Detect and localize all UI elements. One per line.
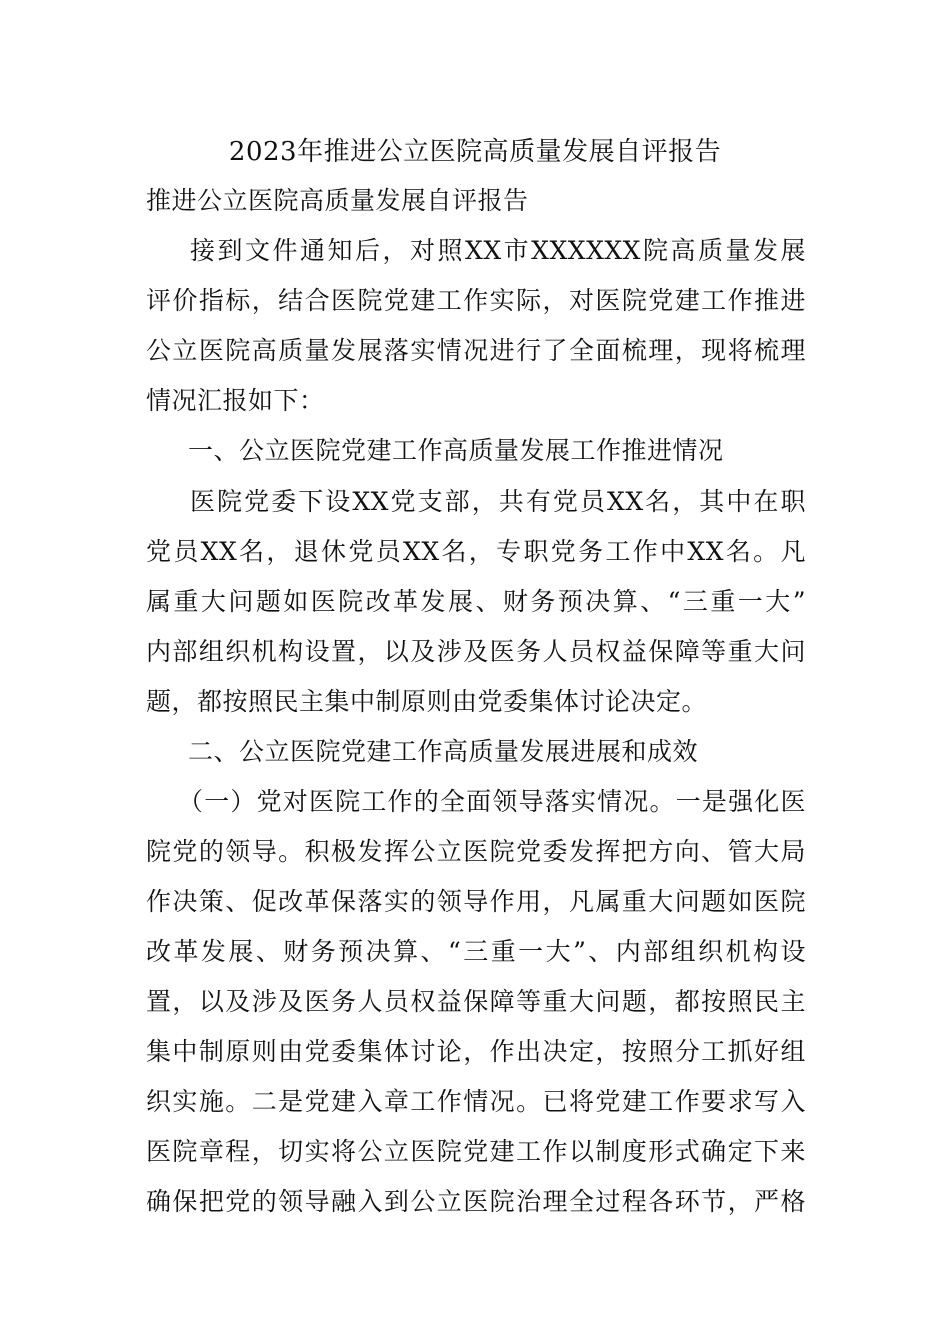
paragraph-line: 织实施。二是党建入章工作情况。已将党建工作要求写入: [146, 1087, 806, 1116]
paragraph-line: 题，都按照民主集中制原则由党委集体讨论决定。: [146, 687, 708, 716]
paragraph-line: （一）党对医院工作的全面领导落实情况。一是强化医: [178, 787, 806, 816]
section-heading: 二、公立医院党建工作高质量发展进展和成效: [188, 737, 699, 766]
paragraph-line: 改革发展、财务预决算、“三重一大”、内部组织机构设: [146, 937, 806, 966]
document-subtitle: 推进公立医院高质量发展自评报告: [146, 186, 529, 215]
paragraph-line: 医院章程，切实将公立医院党建工作以制度形式确定下来: [146, 1137, 806, 1166]
paragraph-line: 置，以及涉及医务人员权益保障等重大问题，都按照民主: [146, 987, 806, 1016]
paragraph-line: 集中制原则由党委集体讨论，作出决定，按照分工抓好组: [146, 1037, 806, 1066]
document-title: 2023年推进公立医院高质量发展自评报告: [228, 137, 722, 167]
section-heading: 一、公立医院党建工作高质量发展工作推进情况: [188, 436, 724, 465]
paragraph-line: 确保把党的领导融入到公立医院治理全过程各环节，严格: [146, 1187, 806, 1216]
paragraph-line: 医院党委下设XX党支部，共有党员XX名，其中在职: [190, 487, 806, 516]
paragraph-line: 属重大问题如医院改革发展、财务预决算、“三重一大”: [146, 587, 806, 616]
paragraph-line: 评价指标，结合医院党建工作实际，对医院党建工作推进: [146, 286, 806, 315]
paragraph-line: 内部组织机构设置，以及涉及医务人员权益保障等重大问: [146, 637, 806, 666]
paragraph-line: 作决策、促改革保落实的领导作用，凡属重大问题如医院: [146, 887, 806, 916]
paragraph-line: 接到文件通知后，对照XX市XXXXXX院高质量发展: [190, 236, 806, 265]
paragraph-line: 党员XX名，退休党员XX名，专职党务工作中XX名。凡: [146, 537, 806, 566]
paragraph-line: 院党的领导。积极发挥公立医院党委发挥把方向、管大局: [146, 837, 806, 866]
paragraph-line: 公立医院高质量发展落实情况进行了全面梳理，现将梳理: [146, 336, 806, 365]
paragraph-line: 情况汇报如下：: [146, 386, 325, 415]
